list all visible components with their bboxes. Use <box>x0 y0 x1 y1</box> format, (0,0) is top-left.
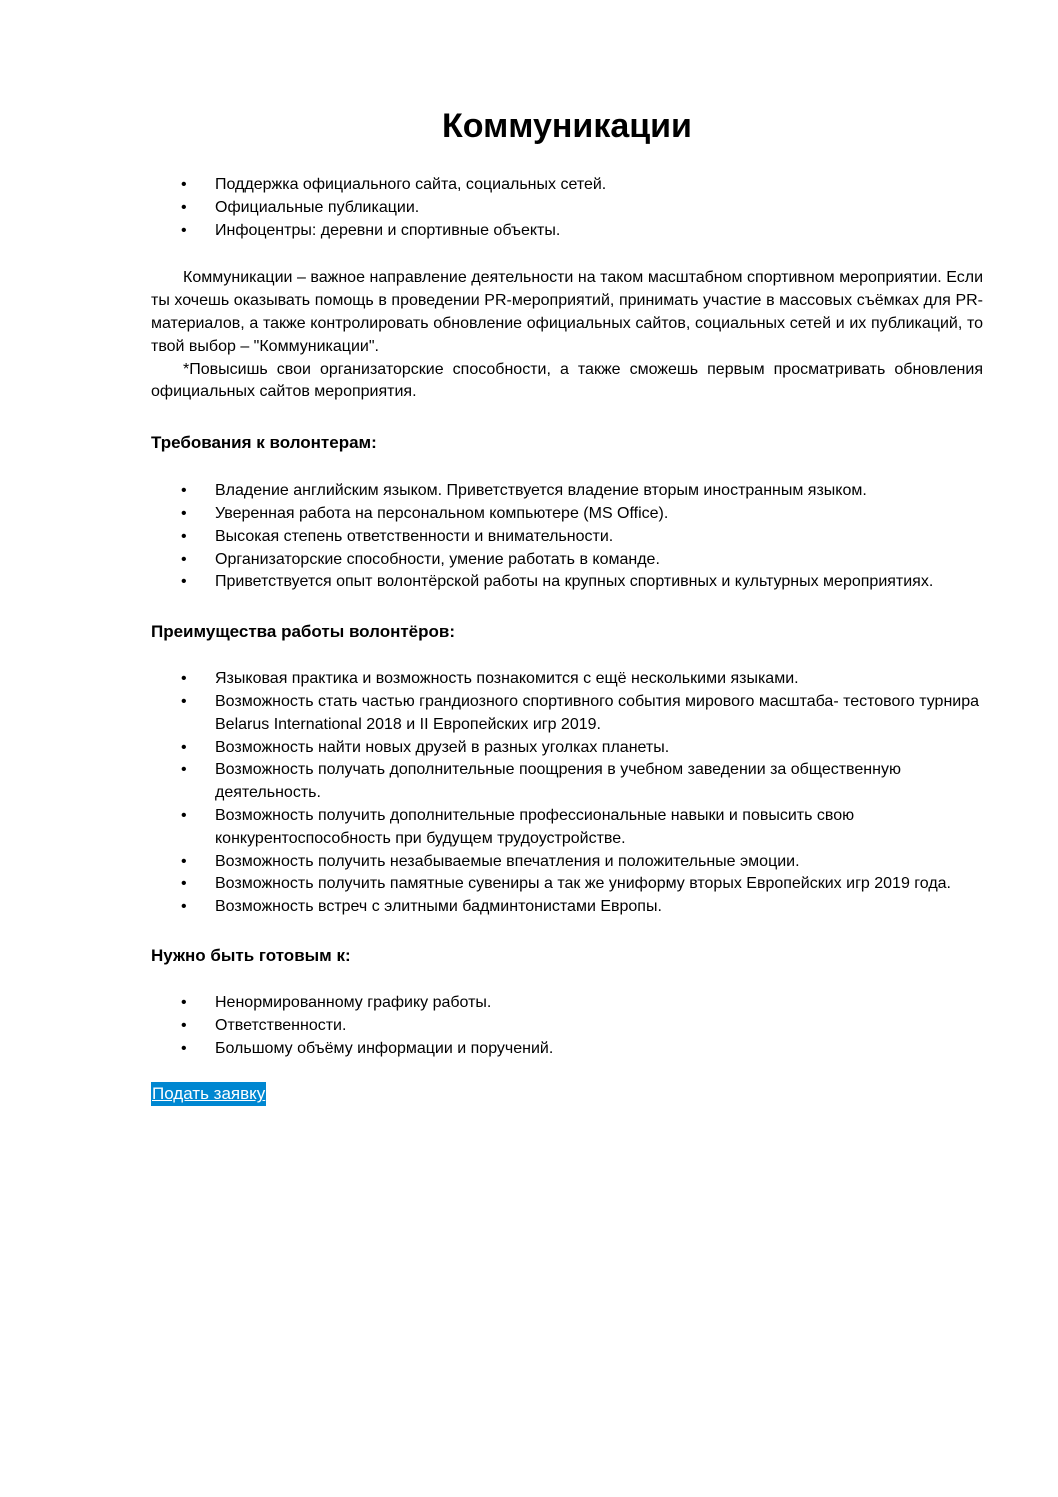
list-item-text: Возможность встреч с элитными бадминтонистами Европы. <box>215 898 662 916</box>
list-item <box>151 480 983 503</box>
bullet-icon: • <box>181 761 187 779</box>
list-item <box>151 220 983 243</box>
list-item-text: Большому объёму информации и поручений. <box>215 1039 554 1057</box>
bullet-icon: • <box>181 738 187 756</box>
apply-link[interactable]: Подать заявку <box>151 1082 266 1106</box>
bullet-icon: • <box>181 176 187 193</box>
bullet-icon: • <box>181 806 187 824</box>
list-item <box>151 992 983 1015</box>
bullet-icon: • <box>181 482 187 500</box>
list-item-text: Организаторские способности, умение работать в команде. <box>215 550 660 568</box>
bullet-icon: • <box>181 1039 187 1057</box>
bullet-icon: • <box>181 198 187 216</box>
list-item-text: Приветствуется опыт волонтёрской работы на крупных спортивных и культурных мероприятиях. <box>215 573 934 591</box>
list-item <box>151 896 983 919</box>
list-item-text: Ненормированному графику работы. <box>215 993 492 1011</box>
bullet-icon: • <box>181 852 187 870</box>
bullet-icon: • <box>181 550 187 568</box>
list-item-text: Инфоцентры: деревни и спортивные объекты. <box>215 221 561 239</box>
list-item-text: Возможность получать дополнительные поощрения в учебном заведении за общественную деятельность. <box>215 761 901 802</box>
list-item <box>151 805 983 851</box>
ready-list <box>151 992 983 1060</box>
list-item <box>151 1015 983 1038</box>
list-item <box>151 1038 983 1061</box>
list-item <box>151 873 983 896</box>
list-item-text: Возможность стать частью грандиозного спортивного события мирового масштаба- тестового турнира Belarus International 2018 и II Европейских игр 2019. <box>215 692 980 733</box>
bullet-icon: • <box>181 527 187 545</box>
list-item-text: Ответственности. <box>215 1016 347 1034</box>
list-item-text: Поддержка официального сайта, социальных сетей. <box>215 176 607 193</box>
list-item <box>151 759 983 805</box>
list-item <box>151 571 983 594</box>
note-paragraph: *Повысишь свои организаторские способности, а также сможешь первым просматривать обновления официальных сайтов мероприятия. <box>151 360 983 401</box>
intro-list <box>151 174 983 242</box>
bullet-icon: • <box>181 573 187 591</box>
bullet-icon: • <box>181 670 187 688</box>
bullet-icon: • <box>181 692 187 710</box>
list-item-text: Уверенная работа на персональном компьютере (MS Office). <box>215 504 669 522</box>
ready-heading: Нужно быть готовым к: <box>151 945 351 965</box>
bullet-icon: • <box>181 504 187 522</box>
advantages-heading: Преимущества работы волонтёров: <box>151 622 456 642</box>
bullet-icon: • <box>181 221 187 239</box>
description-paragraph: Коммуникации – важное направление деятельности на таком масштабном спортивном мероприятии. Если ты хочешь оказывать помощь в проведении PR-мероприятий, принимать участие в массовых съёмках для PR-материалов, а также контролировать обновление официальных сайтов, социальных сетей и их публикаций, то твой выбор – "Коммуникации". <box>151 269 983 355</box>
bullet-icon: • <box>181 898 187 916</box>
list-item <box>151 526 983 549</box>
list-item-text: Языковая практика и возможность познакомится с ещё несколькими языками. <box>215 670 799 688</box>
bullet-icon: • <box>181 1016 187 1034</box>
list-item-text: Возможность найти новых друзей в разных уголках планеты. <box>215 738 670 756</box>
list-item <box>151 668 983 691</box>
requirements-list <box>151 480 983 594</box>
advantages-list <box>151 668 983 919</box>
list-item <box>151 737 983 760</box>
list-item <box>151 174 983 197</box>
list-item <box>151 851 983 874</box>
bullet-icon: • <box>181 875 187 893</box>
list-item <box>151 197 983 220</box>
list-item <box>151 503 983 526</box>
list-item <box>151 691 983 737</box>
list-item-text: Официальные публикации. <box>215 198 420 216</box>
requirements-heading: Требования к волонтерам: <box>151 433 377 453</box>
list-item-text: Возможность получить памятные сувениры а так же униформу вторых Европейских игр 2019 года. <box>215 875 951 893</box>
list-item-text: Возможность получить незабываемые впечатления и положительные эмоции. <box>215 852 800 870</box>
bullet-icon: • <box>181 993 187 1011</box>
list-item-text: Высокая степень ответственности и внимательности. <box>215 527 614 545</box>
list-item-text: Возможность получить дополнительные профессиональные навыки и повысить свою конкурентоспособность при будущем трудоустройстве. <box>215 806 855 847</box>
page-title: Коммуникации <box>442 107 692 145</box>
list-item-text: Владение английским языком. Приветствуется владение вторым иностранным языком. <box>215 482 867 500</box>
list-item <box>151 549 983 572</box>
